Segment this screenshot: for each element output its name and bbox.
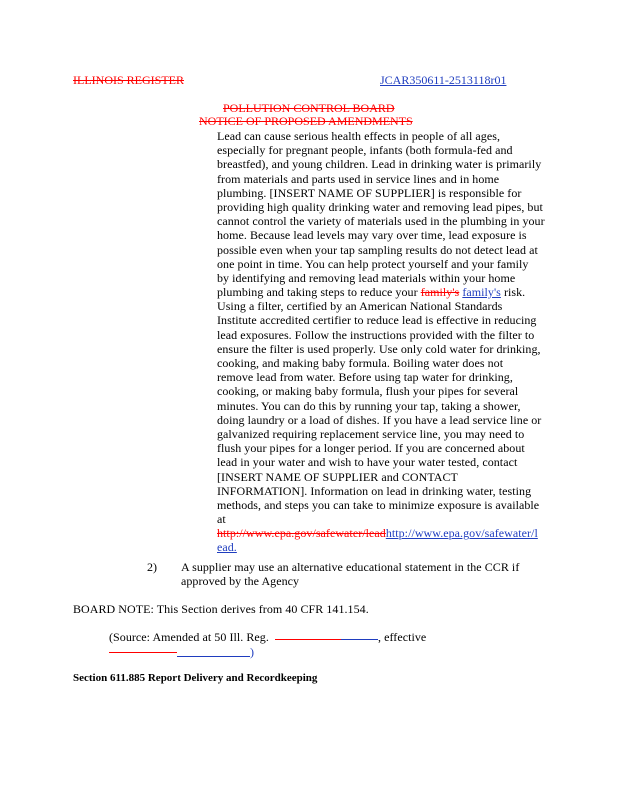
body-line: one point in time. You can help protect yourself and your family — [217, 256, 529, 271]
body-line: galvanized requiring replacement service line, you may need to — [217, 426, 525, 441]
title-notice: NOTICE OF PROPOSED AMENDMENTS — [199, 114, 413, 128]
body-line: Institute accredited certifier to reduce lead is effective in reducing — [217, 313, 537, 328]
body-line-text: plumbing and taking steps to reduce your — [217, 285, 418, 300]
body-line: cannot control the variety of materials used in the plumbing in your — [217, 214, 545, 229]
inserted-url-link-end[interactable]: ead. — [217, 540, 237, 555]
body-line: cooking, or making baby formula, flush your pipes for several — [217, 384, 519, 399]
body-line: doing laundry or a load of dishes. If you have a lead service line or — [217, 412, 542, 427]
inserted-text: family's — [462, 285, 501, 300]
body-line: INFORMATION]. Information on lead in drinking water, testing — [217, 483, 532, 498]
body-line: flush your pipes for a longer period. If you are concerned about — [217, 441, 525, 456]
url-line-2 — [217, 540, 582, 554]
source-effective: , effective — [378, 630, 427, 644]
body-line: home. Because lead levels may vary over time, lead exposure is — [217, 228, 527, 243]
item-line: approved by the Agency — [181, 574, 300, 588]
inserted-blank — [341, 639, 378, 640]
body-line: Using a filter, certified by an American National Standards — [217, 299, 503, 314]
title-board: POLLUTION CONTROL BOARD — [223, 101, 395, 115]
source-text: (Source: Amended at 50 Ill. Reg. — [109, 630, 269, 644]
body-line: [INSERT NAME OF SUPPLIER and CONTACT — [217, 469, 458, 484]
inserted-blank — [177, 656, 250, 657]
deleted-blank — [109, 652, 177, 653]
body-line: cooking, and making baby formula. Boiling water does not — [217, 356, 504, 370]
deleted-text: family's — [420, 285, 460, 300]
item-number: 2) — [147, 560, 158, 574]
body-line: breastfed), and young children. Lead in drinking water is primarily — [217, 157, 542, 172]
body-line: providing high quality drinking water and removing lead pipes, but — [217, 199, 543, 214]
body-line: by identifying and removing lead materials within your home — [217, 270, 516, 285]
body-line: possible even when your tap sampling results do not detect lead at — [217, 242, 538, 257]
body-paragraph — [217, 129, 582, 555]
source-close: ) — [250, 645, 255, 659]
body-line: at — [217, 512, 226, 527]
header-right: JCAR350611-2513118r01 — [380, 73, 507, 87]
body-line-end: risk. — [500, 285, 526, 300]
body-line: remove lead from water. Before using tap water for drinking, — [217, 370, 513, 385]
section-heading: Section 611.885 Report Delivery and Recordkeeping — [73, 672, 318, 684]
url-line — [217, 526, 582, 540]
item-line: A supplier may use an alternative educational statement in the CCR if — [181, 560, 520, 574]
body-line: Lead can cause serious health effects in people of all ages, — [217, 129, 500, 143]
body-line — [217, 285, 582, 299]
inserted-url-link[interactable]: http://www.epa.gov/safewater/l — [385, 526, 538, 541]
header-left: ILLINOIS REGISTER — [73, 73, 184, 87]
deleted-blank — [275, 639, 341, 640]
body-line: especially for pregnant people, infants (both formula-fed and — [217, 143, 513, 158]
body-line: plumbing. [INSERT NAME OF SUPPLIER] is responsible for — [217, 185, 522, 200]
body-line: methods, and steps you can take to minimize exposure is available — [217, 497, 540, 512]
body-line: lead exposures. Follow the instructions provided with the filter to — [217, 327, 535, 342]
body-line: from materials and parts used in service lines and in home — [217, 171, 500, 186]
body-line: minutes. You can do this by running your tap, taking a shower, — [217, 398, 521, 413]
body-line: lead in your water and wish to have your water tested, contact — [217, 455, 518, 470]
body-line: ensure the filter is used properly. Use only cold water for drinking, — [217, 341, 541, 356]
deleted-url-link[interactable]: http://www.epa.gov/safewater/lead — [217, 526, 386, 541]
board-note: BOARD NOTE: This Section derives from 40 CFR 141.154. — [73, 602, 369, 616]
